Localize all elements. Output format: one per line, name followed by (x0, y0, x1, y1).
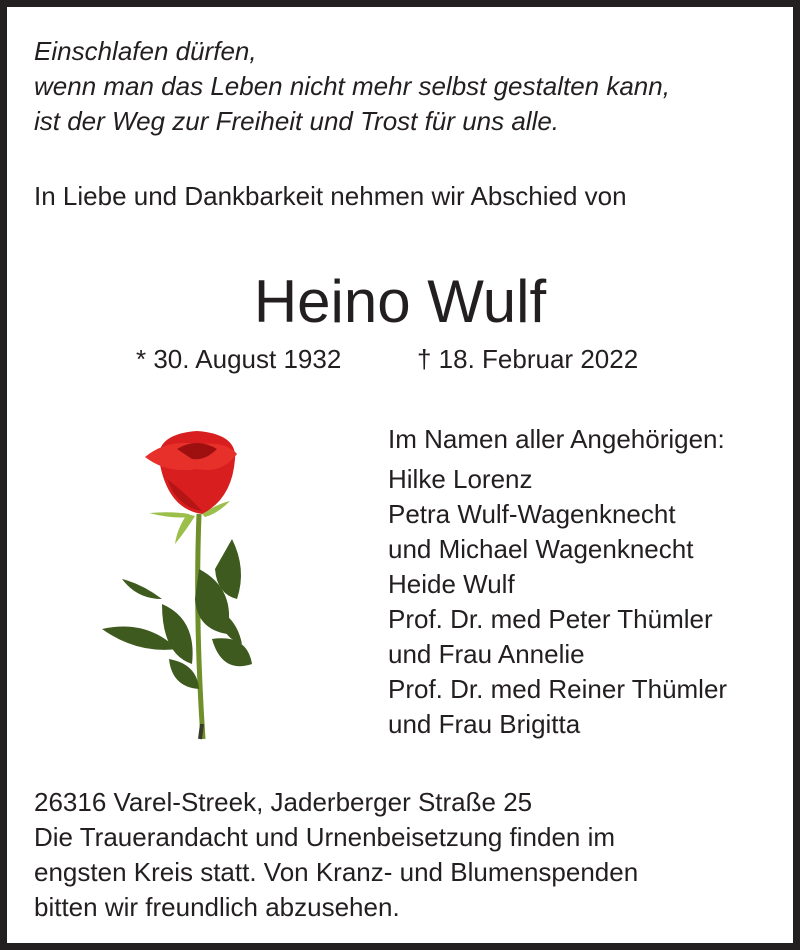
mourner: Petra Wulf-Wagenknecht (388, 499, 676, 529)
intro-text: In Liebe und Dankbarkeit nehmen wir Abschied von (34, 181, 627, 211)
closing-line: Die Trauerandacht und Urnenbeisetzung finden im (34, 822, 616, 852)
mourners-block (388, 422, 727, 742)
closing-line: engsten Kreis statt. Von Kranz- und Blumenspenden (34, 857, 639, 887)
closing-text (34, 785, 638, 925)
rose-image (87, 419, 287, 749)
verse-line: ist der Weg zur Freiheit und Trost für uns alle. (34, 106, 560, 136)
mourner: Prof. Dr. med Peter Thümler (388, 604, 713, 634)
verse (34, 34, 670, 139)
mourner: und Frau Brigitta (388, 709, 581, 739)
mourner: und Frau Annelie (388, 639, 585, 669)
address: 26316 Varel-Streek, Jaderberger Straße 25 (34, 787, 533, 817)
mourner: und Michael Wagenknecht (388, 534, 694, 564)
birth-date: * 30. August 1932 (136, 344, 342, 374)
death-date: † 18. Februar 2022 (417, 344, 639, 374)
deceased-name: Heino Wulf (253, 268, 547, 335)
mourner: Prof. Dr. med Reiner Thümler (388, 674, 728, 704)
verse-line: wenn man das Leben nicht mehr selbst gestalten kann, (34, 71, 670, 101)
mourner: Heide Wulf (388, 569, 515, 599)
closing-line: bitten wir freundlich abzusehen. (34, 892, 400, 922)
verse-line: Einschlafen dürfen, (34, 36, 257, 66)
mourner: Hilke Lorenz (388, 464, 533, 494)
mourners-heading: Im Namen aller Angehörigen: (388, 424, 725, 454)
